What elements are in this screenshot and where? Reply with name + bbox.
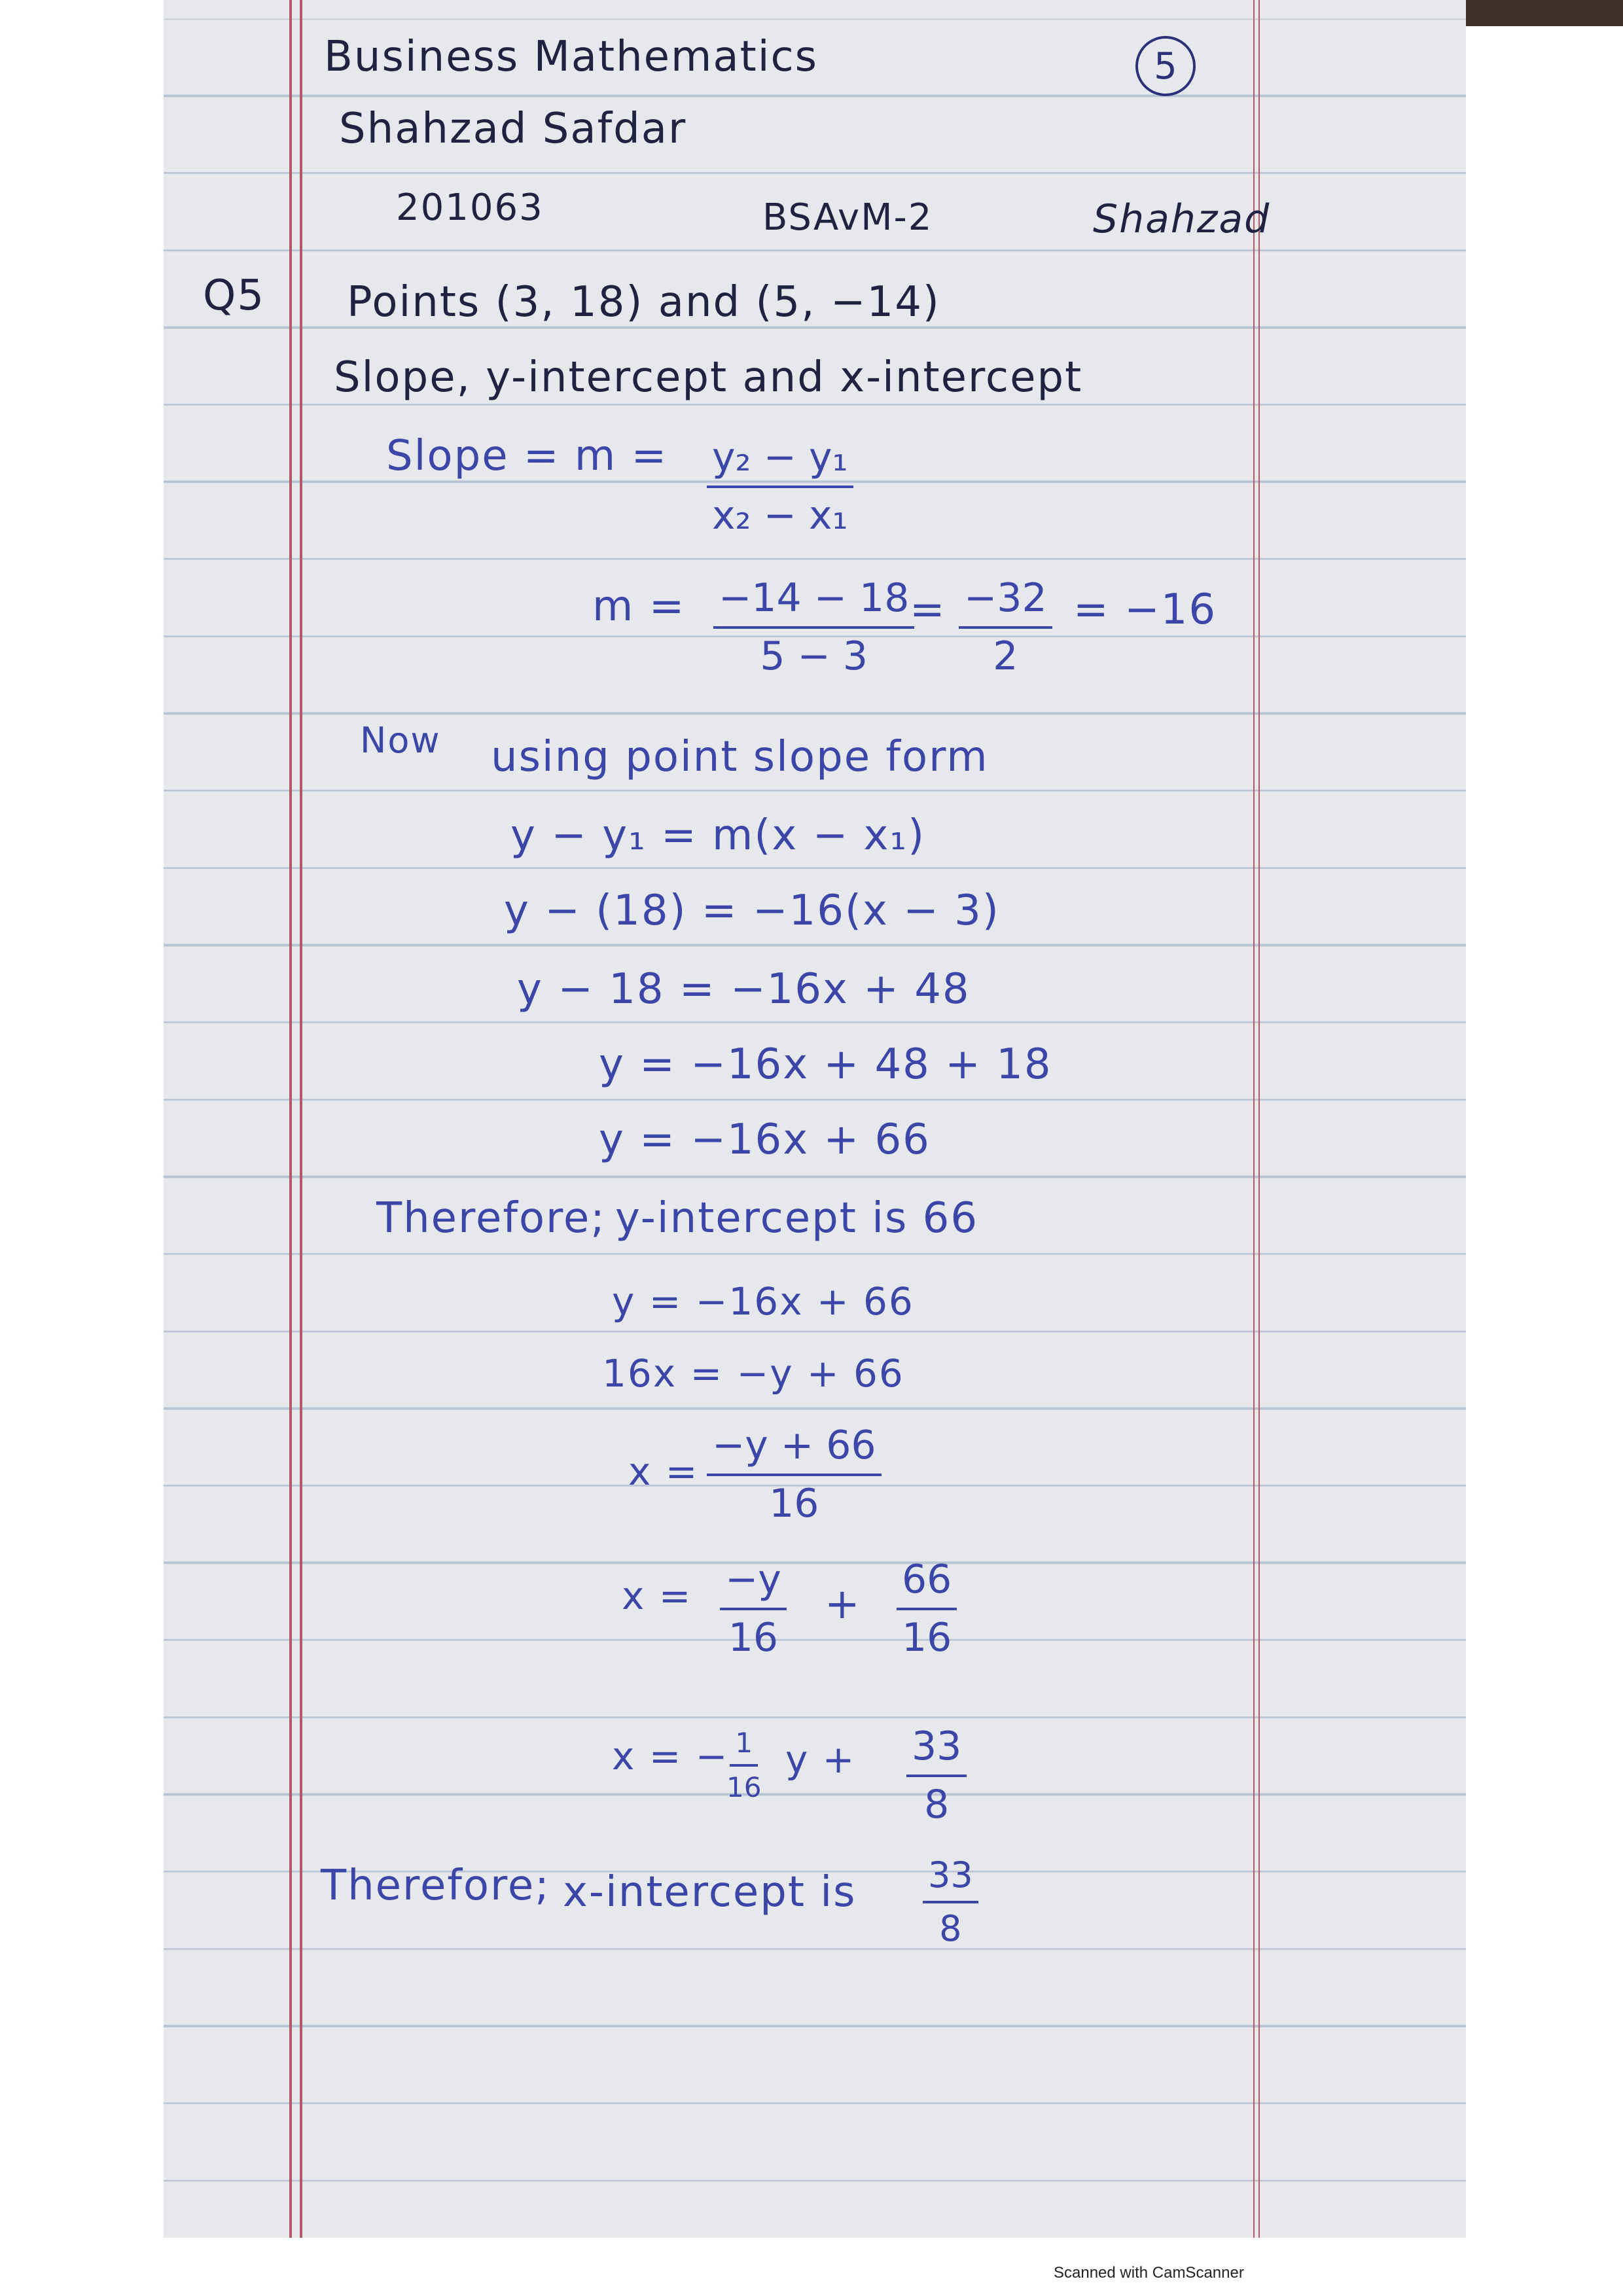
slope-intermediate-numerator: −32 <box>959 576 1052 629</box>
notebook-page <box>164 0 1466 2238</box>
point-slope-line-1: y − y₁ = m(x − x₁) <box>510 811 926 860</box>
x-fraction-simplified-numerator: 33 <box>906 1724 967 1777</box>
question-task: Slope, y-intercept and x-intercept <box>334 353 1083 402</box>
y-intercept-result: y-intercept is 66 <box>615 1194 979 1243</box>
roll-number: 201063 <box>396 186 544 229</box>
class-name: BSAvM-2 <box>762 196 933 239</box>
x-intercept-answer-numerator: 33 <box>923 1855 978 1903</box>
subject-title: Business Mathematics <box>324 33 818 81</box>
x-intercept-answer-denominator: 8 <box>939 1908 962 1950</box>
x-fraction-coefficient-denominator: 16 <box>726 1771 762 1804</box>
slope-formula-denominator: x₂ − x₁ <box>712 493 848 539</box>
x-equals-3: x = − <box>612 1734 729 1778</box>
x-fraction-y-term-denominator: 16 <box>728 1615 779 1661</box>
question-label: Q5 <box>203 272 266 320</box>
slope-substitution-denominator: 5 − 3 <box>760 633 868 679</box>
x-fraction-simplified <box>906 1724 967 1828</box>
page-number: 5 <box>1135 36 1196 96</box>
x-intercept-result: x-intercept is <box>563 1868 857 1916</box>
point-slope-line-2: y − (18) = −16(x − 3) <box>504 887 1000 935</box>
signature: Shahzad <box>1093 196 1271 242</box>
x-intercept-line-2: 16x = −y + 66 <box>602 1351 904 1396</box>
x-fraction-coefficient-numerator: 1 <box>730 1727 758 1767</box>
point-slope-intro: using point slope form <box>491 733 989 781</box>
x-equals-2: x = <box>622 1574 692 1618</box>
x-equals-1: x = <box>628 1449 699 1494</box>
slope-label: Slope = m = <box>386 432 668 480</box>
x-fraction-constant-numerator: 66 <box>897 1557 957 1610</box>
x-intercept-answer <box>923 1855 978 1949</box>
now-label: Now <box>360 720 441 761</box>
point-slope-line-3: y − 18 = −16x + 48 <box>517 965 971 1014</box>
slope-equals: = <box>910 586 946 634</box>
x-fraction-coefficient <box>726 1727 761 1804</box>
x-fraction-simplified-denominator: 8 <box>924 1782 950 1828</box>
x-fraction-combined-numerator: −y + 66 <box>707 1423 882 1476</box>
point-slope-line-4: y = −16x + 48 + 18 <box>599 1040 1052 1089</box>
slope-intermediate-denominator: 2 <box>993 633 1018 679</box>
x-intercept-line-1: y = −16x + 66 <box>612 1279 914 1324</box>
question-points: Points (3, 18) and (5, −14) <box>347 278 940 327</box>
x-fraction-y-term-numerator: −y <box>720 1557 787 1610</box>
slope-substitution-numerator: −14 − 18 <box>713 576 914 629</box>
x-fraction-combined-denominator: 16 <box>769 1481 819 1527</box>
slope-result: = −16 <box>1073 586 1217 634</box>
scan-background-left <box>0 0 164 2238</box>
student-name: Shahzad Safdar <box>339 105 687 153</box>
slope-intermediate <box>959 576 1052 679</box>
m-label: m = <box>592 582 686 631</box>
slope-substitution <box>713 576 914 679</box>
y-intercept-therefore: Therefore; <box>376 1194 606 1243</box>
x-intercept-therefore: Therefore; <box>321 1862 550 1910</box>
x-fraction-y-term <box>720 1557 787 1661</box>
scan-table-edge <box>1466 0 1623 26</box>
x-plus-1: + <box>825 1580 861 1629</box>
x-y-plus: y + <box>785 1737 856 1782</box>
x-fraction-constant <box>897 1557 957 1661</box>
slope-formula <box>707 435 853 539</box>
slope-formula-numerator: y₂ − y₁ <box>707 435 853 488</box>
point-slope-line-5: y = −16x + 66 <box>599 1116 931 1164</box>
x-fraction-constant-denominator: 16 <box>902 1615 952 1661</box>
right-margin-line <box>1253 0 1260 2238</box>
scanner-watermark: Scanned with CamScanner <box>1054 2264 1244 2282</box>
x-fraction-combined <box>707 1423 882 1527</box>
